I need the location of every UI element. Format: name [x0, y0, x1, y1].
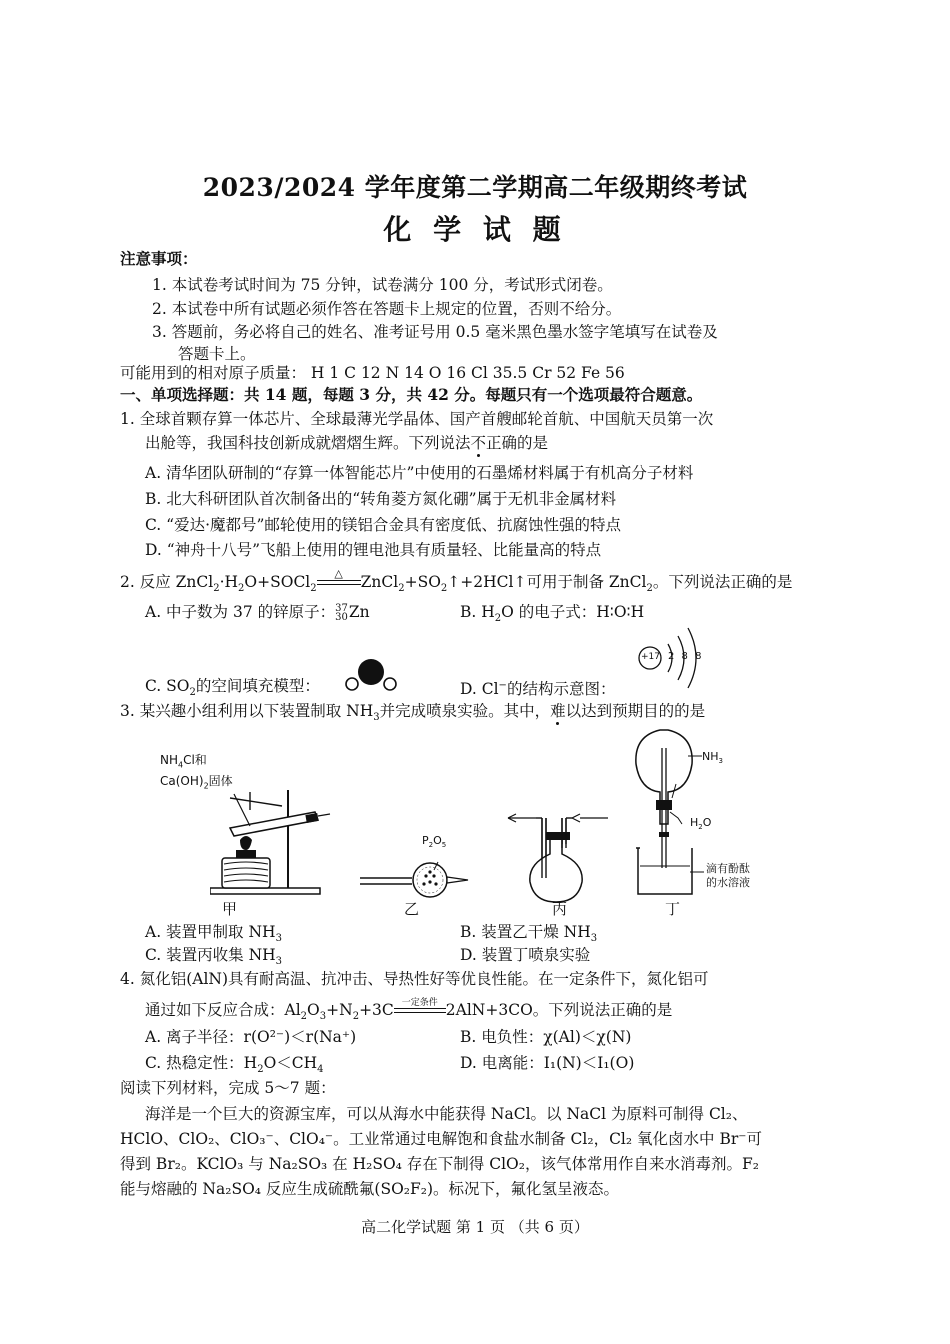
- q1-stem-line1: 1. 全球首颗存算一体芯片、全球最薄光学晶体、国产首艘邮轮首航、中国航天员第一次: [120, 410, 714, 428]
- label-text: NH: [702, 750, 719, 763]
- reading-heading: 阅读下列材料，完成 5～7 题：: [120, 1079, 336, 1097]
- subscript: 2: [213, 583, 220, 595]
- notice-item-1: 1. 本试卷考试时间为 75 分钟，试卷满分 100 分，考试形式闭卷。: [152, 276, 613, 294]
- q2-text: ZnCl: [360, 573, 399, 591]
- apparatus-name-jia: 甲: [222, 900, 238, 918]
- subscript: 2: [257, 1064, 264, 1076]
- q2-option-d: [460, 676, 615, 699]
- q3-option-b-text: B. 装置乙干燥 NH: [460, 923, 591, 941]
- reaction-condition: △: [334, 567, 343, 580]
- q2-text: 。下列说法正确的是: [652, 573, 793, 591]
- q4-option-c-text2: O＜CH: [263, 1054, 318, 1072]
- atomic-number: 30: [335, 612, 348, 623]
- superscript: −: [498, 680, 507, 691]
- notice-item-3: 3. 答题前，务必将自己的姓名、准考证号用 0.5 毫米黑色墨水签字笔填写在试卷及: [152, 323, 718, 341]
- q4-option-b: B. 电负性：χ(Al)＜χ(N): [460, 1028, 632, 1046]
- label-text: 固体: [208, 774, 233, 789]
- electron-formula: O 的电子式：H∶O∶H: [501, 603, 645, 621]
- q4-text: 2AlN+3CO。下列说法正确的是: [445, 1001, 673, 1019]
- apparatus-yi-drying-tube-icon: [360, 852, 472, 898]
- notice-heading: 注意事项：: [120, 249, 198, 268]
- apparatus-name-bing: 丙: [552, 900, 568, 918]
- q1-stem-line2: [145, 433, 548, 453]
- q1-option-b: B. 北大科研团队首次制备出的“转角菱方氮化硼”属于无机非金属材料: [145, 490, 617, 508]
- nuclide-notation: [335, 604, 348, 622]
- so2-space-filling-model-icon: [340, 652, 404, 694]
- label-text: H: [690, 816, 699, 829]
- q1-option-c: C. “爱达·魔都号”邮轮使用的镁铝合金具有密度低、抗腐蚀性强的特点: [145, 516, 621, 534]
- q3-option-a-text: A. 装置甲制取 NH: [145, 923, 276, 941]
- notice-item-2: 2. 本试卷中所有试题必须作答在答题卡上规定的位置，否则不给分。: [152, 300, 622, 318]
- reading-line-1: 海洋是一个巨大的资源宝库，可以从海水中能获得 NaCl。以 NaCl 为原料可制得 Cl₂、: [145, 1105, 748, 1123]
- apparatus-name-ding: 丁: [665, 900, 681, 918]
- label-text: NH: [160, 753, 178, 767]
- q3-stem: [120, 701, 705, 728]
- q2-option-c: [145, 676, 320, 703]
- q4-text: 通过如下反应合成：Al: [145, 1001, 301, 1019]
- reading-line-3: 得到 Br₂。KClO₃ 与 Na₂SO₃ 在 H₂SO₄ 存在下制得 ClO₂，该气体常用作自来水消毒剂。F₂: [120, 1155, 759, 1173]
- label-text: O: [702, 816, 712, 829]
- subscript: 2: [494, 613, 502, 625]
- q1-stem-text-end: 正确的是: [486, 434, 549, 452]
- subscript: 3: [275, 956, 283, 968]
- section-1-heading: 一、单项选择题：共 14 题，每题 3 分，共 42 分。每题只有一个选项最符合题意。: [120, 385, 703, 404]
- subscript: 5: [441, 841, 447, 850]
- q2-text: ·H: [219, 573, 239, 591]
- apparatus-jia-heating-tube-icon: [210, 770, 340, 900]
- q2-option-d-text2: 的结构示意图：: [506, 680, 616, 699]
- reaction-arrow-icon: [394, 998, 446, 1018]
- subscript: 2: [310, 583, 317, 595]
- subscript: 2: [398, 583, 405, 595]
- q3-option-d: D. 装置丁喷泉实验: [460, 946, 591, 964]
- q2-text: 2. 反应 ZnCl: [120, 573, 214, 591]
- q2-text: +SO: [404, 573, 441, 591]
- q2-option-a-text: A. 中子数为 37 的锌原子：: [145, 603, 336, 621]
- apparatus-bing-collecting-flask-icon: [500, 808, 620, 906]
- q2-option-b: [460, 602, 644, 629]
- q1-emphasis-not: 不: [470, 434, 487, 452]
- label-text: P: [422, 834, 429, 847]
- mass-number: 37: [335, 603, 348, 614]
- apparatus-name-yi: 乙: [404, 900, 420, 918]
- q4-stem-line1: 4. 氮化铝(AlN)具有耐高温、抗冲击、导热性好等优良性能。在一定条件下，氮化铝可: [120, 970, 709, 988]
- q4-option-c-text: C. 热稳定性：H: [145, 1054, 258, 1072]
- reaction-condition: 一定条件: [401, 998, 438, 1008]
- q2-text: ↑+2HCl↑可用于制备 ZnCl: [447, 573, 647, 591]
- q3-text: 并完成喷泉实验。其中，: [379, 702, 551, 720]
- element-symbol: Zn: [348, 603, 370, 621]
- label-text: 的水溶液: [706, 876, 750, 889]
- q4-option-a: A. 离子半径：r(O²⁻)＜r(Na⁺): [145, 1028, 357, 1046]
- subscript: 2: [698, 823, 703, 832]
- subscript: 3: [718, 757, 723, 766]
- atomic-masses: 可能用到的相对原子质量： H 1 C 12 N 14 O 16 Cl 35.5 Cr 52 Fe 56: [120, 364, 625, 382]
- phenolphthalein-label: [706, 862, 750, 890]
- q2-stem: [120, 567, 793, 599]
- exam-subtitle: 化 学 试 题: [383, 213, 567, 246]
- subscript: 2: [440, 583, 448, 595]
- subscript: 2: [238, 583, 245, 595]
- q1-option-d: D. “神舟十八号”飞船上使用的锂电池具有质量轻、比能量高的特点: [145, 541, 602, 559]
- page-footer: 高二化学试题 第 1 页 （共 6 页）: [361, 1218, 589, 1236]
- q2-text: O+SOCl: [244, 573, 311, 591]
- shell-electrons: 2 8 8: [668, 651, 704, 662]
- q2-option-c-text: C. SO: [145, 677, 190, 695]
- cl-ion-structure-diagram: [632, 622, 712, 694]
- q2-option-c-text2: 的空间填充模型：: [195, 677, 320, 695]
- reading-line-4: 能与熔融的 Na₂SO₄ 反应生成硫酰氟(SO₂F₂)。标况下，氟化氢呈液态。: [120, 1180, 620, 1198]
- q4-option-d: D. 电离能：I₁(N)＜I₁(O): [460, 1054, 635, 1072]
- subscript: 2: [300, 1011, 308, 1023]
- q4-stem-line2: [145, 1000, 672, 1027]
- subscript: 2: [352, 1011, 360, 1023]
- label-text: O: [433, 834, 442, 847]
- subscript: 2: [646, 583, 653, 595]
- q4-text: O: [307, 1001, 320, 1019]
- subscript: 3: [590, 933, 598, 945]
- apparatus-ding-fountain-icon: [630, 728, 710, 900]
- label-text: Ca(OH): [160, 774, 204, 789]
- subscript: 2: [203, 781, 209, 791]
- label-text: 滴有酚酞: [706, 862, 750, 875]
- q2-option-b-text: B. H: [460, 603, 495, 621]
- nh3-label: [702, 750, 723, 765]
- q3-text: 以达到预期目的的是: [565, 702, 706, 720]
- q3-emphasis: 难: [550, 702, 566, 720]
- reading-line-2: HClO、ClO₂、ClO₃⁻、ClO₄⁻。工业常通过电解饱和食盐水制备 Cl₂，Cl₂ 氧化卤水中 Br⁻可: [120, 1130, 762, 1148]
- q4-text: +N: [326, 1001, 353, 1019]
- q3-option-c-text: C. 装置丙收集 NH: [145, 946, 276, 964]
- q3-text: 3. 某兴趣小组利用以下装置制取 NH: [120, 702, 374, 720]
- subscript: 4: [178, 760, 184, 770]
- p2o5-label: [422, 834, 446, 849]
- subscript: 3: [319, 1011, 327, 1023]
- nucleus-charge: +17: [641, 652, 660, 662]
- q4-text: +3C: [359, 1001, 394, 1019]
- notice-item-3-cont: 答题卡上。: [178, 345, 256, 363]
- exam-title: 2023/2024 学年度第二学期高二年级期终考试: [202, 173, 748, 202]
- subscript: 2: [428, 841, 434, 850]
- subscript: 3: [373, 712, 380, 724]
- subscript: 3: [275, 933, 282, 945]
- subscript: 2: [189, 687, 196, 699]
- reaction-arrow-icon: [317, 567, 361, 590]
- q2-option-a: [145, 602, 370, 622]
- q4-option-c: C. 热稳定性：$H_2O<CH_4$: [145, 1054, 324, 1076]
- h2o-label: [690, 816, 711, 831]
- q1-option-a: A. 清华团队研制的“存算一体智能芯片”中使用的石墨烯材料属于有机高分子材料: [145, 464, 694, 482]
- label-text: Cl和: [183, 753, 207, 767]
- q2-option-d-text: D. Cl: [460, 680, 499, 699]
- q1-stem-text: 出舱等，我国科技创新成就熠熠生辉。下列说法: [145, 434, 471, 452]
